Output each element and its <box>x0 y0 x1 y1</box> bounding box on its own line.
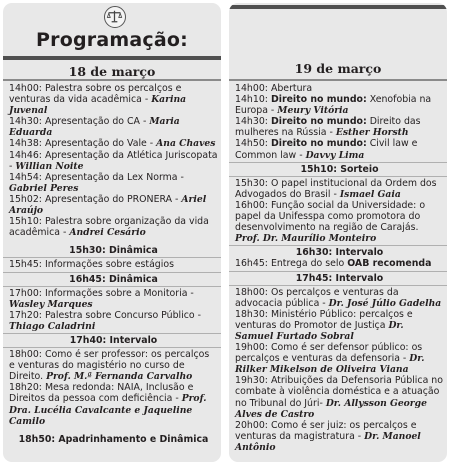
schedule-item <box>9 288 218 310</box>
schedule-item <box>9 138 218 149</box>
item-text: 18h20: Mesa redonda: NAIA, Inclusão e Direitos da pessoa com deficiência - <box>9 382 194 405</box>
session-break: 16h45: Dinâmica <box>69 273 158 285</box>
header-bar <box>3 56 221 60</box>
schedule-item <box>235 178 444 200</box>
speaker-name: Davvy Lima <box>305 149 365 161</box>
day1-schedule <box>9 83 218 445</box>
divider <box>229 162 447 163</box>
speaker-name: Gabriel Peres <box>9 182 79 194</box>
speaker-name: Prof. Dr. Maurílio Monteiro <box>235 233 377 245</box>
day2-title: 19 de março <box>294 61 382 76</box>
item-text: 14h30: <box>235 116 271 128</box>
divider <box>229 285 447 286</box>
session-break: 17h45: Intervalo <box>295 272 384 284</box>
schedule-item <box>235 258 444 269</box>
speaker-name: Esther Horsth <box>335 127 409 139</box>
schedule-item <box>235 287 444 309</box>
item-text: 18h00: Como é ser professor: os percalços e venturas do magistério no curso de Direito. <box>9 349 210 383</box>
speaker-name: Prof. Dra. Lucélia Cavalcante e Jaqueline Camilo <box>9 393 207 427</box>
divider <box>3 257 221 258</box>
schedule-item <box>235 342 444 375</box>
schedule-item <box>235 200 444 244</box>
item-text: 17h00: Informações sobre a Monitoria - <box>9 287 194 299</box>
schedule-item <box>235 138 444 160</box>
day2-column <box>229 3 447 462</box>
speaker-name: Wasley Marques <box>9 298 93 310</box>
schedule-item <box>235 94 444 116</box>
divider <box>229 245 447 246</box>
session-break: 17h40: Intervalo <box>69 334 158 346</box>
speaker-name: Dr. Rilker Mikelson de Oliveira Viana <box>235 353 425 376</box>
schedule-item <box>235 309 444 342</box>
item-text: 14h10: <box>235 94 271 106</box>
session-tag: Direito no mundo: <box>270 94 367 106</box>
speaker-name: Dr. Allysson George Alves de Castro <box>235 397 427 420</box>
item-text: 15h45: Informações sobre estágios <box>9 259 174 271</box>
item-text: 14h54: Apresentação da Lex Norma - <box>9 171 184 183</box>
speaker-name: Ariel Araújo <box>9 193 207 217</box>
day1-divider <box>3 79 221 81</box>
speaker-name: Ana Chaves <box>156 138 216 150</box>
speaker-name: Karina Juvenal <box>9 94 187 117</box>
session-break: 18h50: Apadrinhamento e Dinâmica <box>18 433 209 445</box>
item-text: 17h20: Palestra sobre Concurso Público - <box>9 309 202 321</box>
schedule-item <box>9 116 218 138</box>
speaker-name: Maria Eduarda <box>9 116 180 139</box>
session-tag: OAB recomenda <box>347 258 432 270</box>
speaker-name: Ismael Gaia <box>339 188 401 200</box>
speaker-name: Andrei Cesário <box>69 227 146 239</box>
session-tag: Direito no mundo: <box>270 116 367 128</box>
schedule-item <box>9 150 218 172</box>
item-text: 18h30: Ministério Público: percalços e venturas do Promotor de Justiça <box>235 308 413 331</box>
speaker-name: Dr. José Júlio Gadelha <box>328 297 442 309</box>
item-text: 14h30: Apresentação do CA - <box>9 116 150 128</box>
item-text: Civil law e Common law - <box>235 138 418 161</box>
session-break: 15h10: Sorteio <box>300 163 379 175</box>
item-text: 16h00: Função social da Universidade: o papel da Unifesspa como promotora do desenvolvimento na região de Carajás. <box>235 199 426 234</box>
speaker-name: Willian Noite <box>15 160 84 172</box>
schedule-item <box>9 172 218 194</box>
speaker-name: Prof. M.ª Fernanda Carvalho <box>46 371 193 383</box>
item-text: 16h45: Entrega do selo <box>235 258 348 270</box>
item-text: 19h00: Como é ser defensor público: os percalços e venturas da defensoria - <box>235 342 423 365</box>
item-text: 14h38: Apresentação do Vale - <box>9 138 157 150</box>
item-text: 14h46: Apresentação da Atlética Juriscopata - <box>9 149 218 172</box>
divider <box>3 347 221 348</box>
item-text: Xenofobia na Europa - <box>235 94 432 117</box>
speaker-name: Meury Vitória <box>277 105 349 117</box>
divider <box>229 271 447 272</box>
speaker-name: Dr. Samuel Furtado Sobral <box>235 319 404 342</box>
item-text: 20h00: Como é ser juiz: os percalços e venturas da magistratura - <box>235 419 417 442</box>
divider <box>229 176 447 177</box>
divider <box>3 333 221 334</box>
schedule-item <box>9 83 218 116</box>
divider <box>3 286 221 287</box>
speaker-name: Thiago Caladrini <box>9 320 96 332</box>
schedule-item <box>9 310 218 332</box>
spacer <box>9 238 218 245</box>
schedule-item <box>9 194 218 216</box>
schedule-item <box>235 116 444 138</box>
session-break: 15h30: Dinâmica <box>69 245 158 257</box>
schedule-item <box>9 382 218 426</box>
item-text: 14h00: Abertura <box>235 83 313 94</box>
item-text: 19h30: Atribuições da Defensoria Pública no combate à violência doméstica e a atuação no Tribunal do Júri- <box>235 375 443 409</box>
session-break: 16h30: Intervalo <box>295 247 384 259</box>
schedule-item <box>235 83 444 94</box>
page-title: Programação: <box>36 29 188 51</box>
item-text: 14h00: Palestra sobre os percalços e venturas da vida acadêmica - <box>9 83 182 106</box>
schedule-item <box>9 259 218 270</box>
divider <box>3 272 221 273</box>
day1-column <box>3 3 221 462</box>
day2-schedule <box>235 83 444 453</box>
item-text: Direito das mulheres na Rússia - <box>235 116 421 139</box>
schedule-item <box>9 349 218 382</box>
item-text: 15h10: Palestra sobre organização da vida acadêmica - <box>9 216 209 239</box>
header-bar <box>229 5 447 9</box>
spacer <box>9 427 218 434</box>
item-text: 14h50: <box>235 138 271 150</box>
schedule-item <box>235 420 444 453</box>
speaker-name: Dr. Manoel Antônio <box>235 430 421 453</box>
scales-of-justice-icon <box>104 6 126 28</box>
day1-title: 18 de março <box>68 64 156 79</box>
schedule-item <box>235 375 444 419</box>
day2-divider <box>229 79 447 81</box>
schedule-item <box>9 216 218 238</box>
item-text: 15h30: O papel institucional da Ordem dos Advogados do Brasil - <box>235 177 437 200</box>
item-text: 18h00: Os percalços e venturas da advocacia pública - <box>235 286 399 309</box>
session-tag: Direito no mundo: <box>270 138 367 150</box>
item-text: 15h02: Apresentação do PRONERA - <box>9 193 182 205</box>
